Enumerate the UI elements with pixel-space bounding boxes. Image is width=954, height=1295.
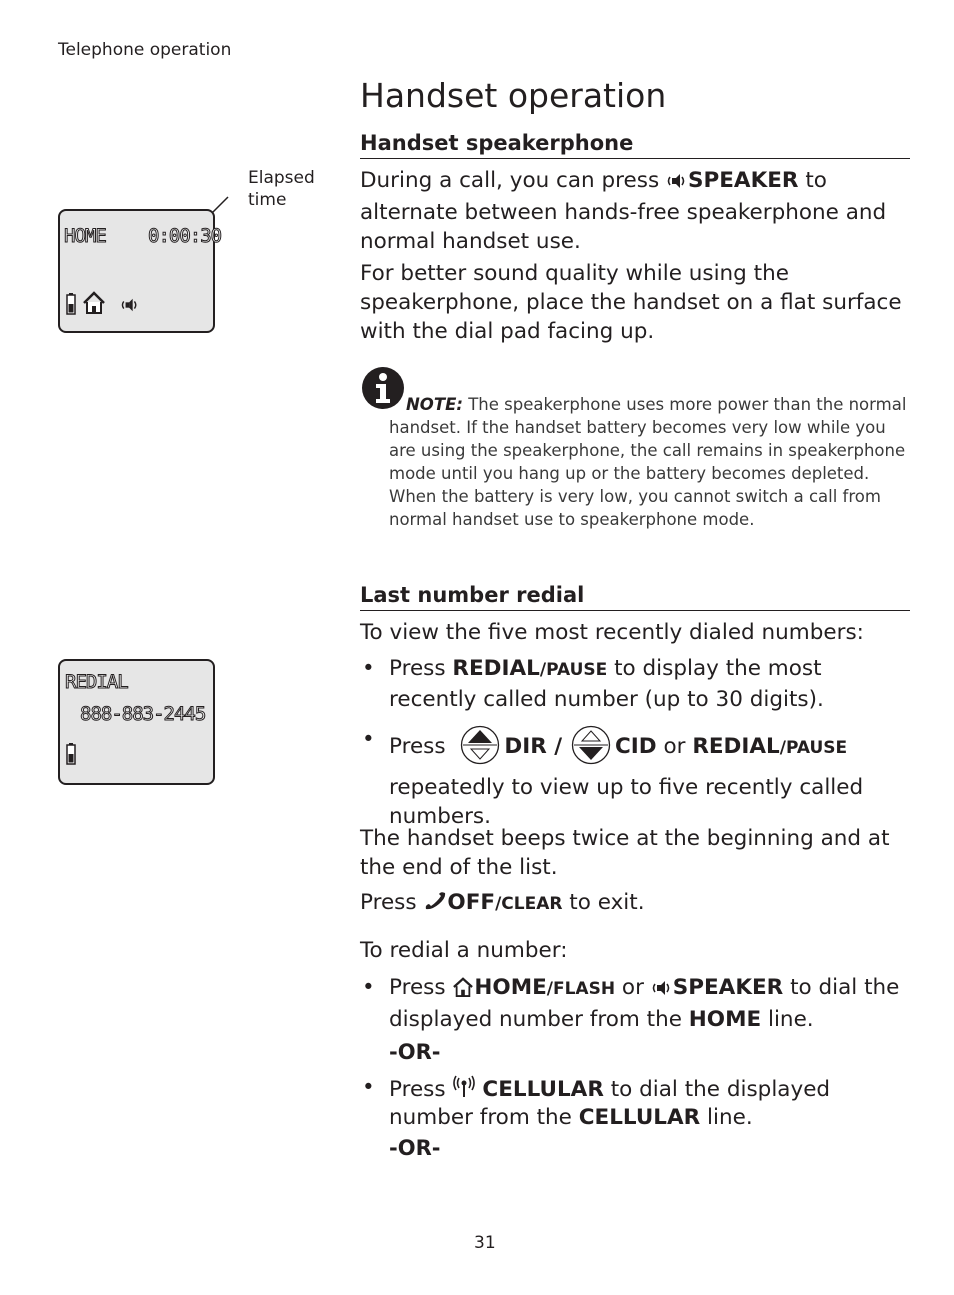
note-paragraph: NOTE: The speakerphone uses more power than the normal handset. If the handset battery becomes very low while you are using the speakerphone, the call remains in speakerphone mode until you hang up or the battery becomes depleted. When the battery is very low, you cannot switch a call from normal handset use to speakerphone mode.	[389, 395, 907, 529]
screen-redial-number: 888-883-2445	[80, 703, 206, 725]
home-key-icon	[452, 976, 474, 1005]
page-title: Handset operation	[360, 76, 667, 115]
exit-paragraph: Press OFF/CLEAR to exit.	[360, 888, 915, 920]
handset-screen-redial	[58, 659, 215, 785]
speaker-icon	[666, 169, 688, 198]
bullet-dot: •	[362, 975, 375, 1000]
section-heading-speakerphone: Handset speakerphone	[360, 131, 910, 159]
redial-number-intro: To redial a number:	[360, 938, 568, 963]
screen-line-label: HOME	[64, 225, 106, 247]
section-heading-redial: Last number redial	[360, 583, 910, 611]
running-head: Telephone operation	[58, 40, 232, 60]
speakerphone-paragraph-2: For better sound quality while using the speakerphone, place the handset on a flat surface with the dial pad facing up.	[360, 261, 902, 344]
or-separator: -OR-	[389, 1136, 441, 1160]
bullet-dot: •	[362, 656, 375, 681]
bullet-dot: •	[362, 1075, 375, 1100]
speakerphone-paragraph-1: During a call, you can press SPEAKER to alternate between hands-free speakerphone and normal handset use.	[360, 168, 887, 254]
redial-intro: To view the five most recently dialed numbers:	[360, 620, 864, 645]
beeps-paragraph: The handset beeps twice at the beginning and at the end of the list.	[360, 826, 890, 880]
cellular-icon	[452, 1075, 476, 1105]
bullet-redial-3: • Press HOME/FLASH or SPEAKER to dial the displayed number from the HOME line.	[362, 975, 900, 1032]
bullet-redial-2: • Press DIR / CID or REDIAL/PAUSE repeatedly to view up to five recently called numbers.	[362, 727, 864, 829]
bullet-redial-4: • Press CELLULAR to dial the displayed number from the CELLULAR line.	[362, 1075, 831, 1130]
battery-icon	[66, 743, 76, 769]
or-separator: -OR-	[389, 1040, 441, 1064]
speaker-icon	[651, 976, 673, 1005]
bullet-redial-1: • Press REDIAL/PAUSE to display the most recently called number (up to 30 digits).	[362, 656, 824, 712]
bullet-dot: •	[362, 727, 375, 752]
page-number: 31	[474, 1233, 496, 1253]
cid-down-key-icon	[571, 725, 611, 773]
dir-up-key-icon	[460, 725, 500, 773]
screen-redial-title: REDIAL	[65, 671, 128, 693]
battery-icon	[66, 293, 76, 319]
off-handset-icon	[423, 891, 447, 920]
speaker-status-icon	[120, 297, 140, 317]
screen-timer: 0:00:30	[148, 225, 222, 247]
elapsed-time-callout: Elapsed time	[248, 168, 315, 210]
home-line-icon	[82, 291, 106, 319]
handset-screen-elapsed	[58, 209, 222, 333]
